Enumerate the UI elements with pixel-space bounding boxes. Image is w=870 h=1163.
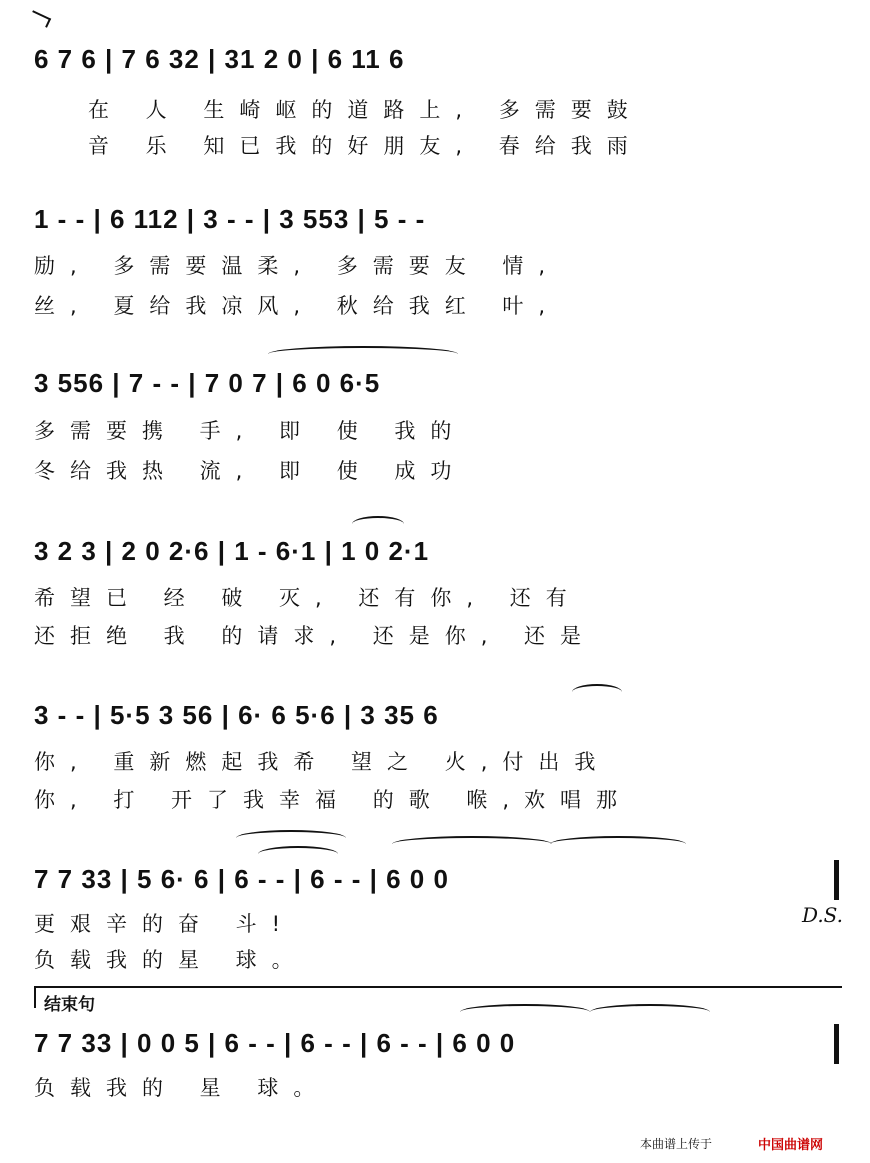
lyric-line-7: 负载我的 星 球。 (34, 1076, 330, 1100)
lyric-line-6b: 负载我的星 球。 (34, 948, 308, 972)
lyric-line-4a: 希望已 经 破 灭, 还有你, 还有 (34, 586, 582, 610)
lyric-line-2a: 励, 多需要温柔, 多需要友 情, (34, 254, 561, 278)
ending-label: 结束句 (44, 995, 95, 1015)
lyric-line-3b: 冬给我热 流, 即 使 成功 (34, 459, 467, 483)
tie-arc (268, 346, 458, 362)
notation-line-4: 3 2 3 | 2 0 2·6 | 1 - 6·1 | 1 0 2·1 (34, 536, 430, 566)
lyric-line-4b: 还拒绝 我 的请求, 还是你, 还是 (34, 624, 597, 648)
notation-line-6: 7 7 33 | 5 6· 6 | 6 - - | 6 - - | 6 0 0 (34, 864, 449, 894)
lyric-line-5a: 你, 重新燃起我希 望之 火,付出我 (34, 750, 611, 774)
notation-line-1: 6 7 6 | 7 6 32 | 31 2 0 | 6 11 6 (34, 44, 405, 74)
tie-arc (392, 836, 552, 852)
repeat-end-barline (834, 860, 839, 900)
lyric-line-1a: 在 人 生崎岖的道路上, 多需要鼓 (88, 98, 643, 122)
site-logo: 中国曲谱网 (758, 1138, 824, 1153)
ending-bracket (34, 986, 842, 1008)
ds-mark: D.S. (802, 903, 844, 927)
slur-arc (352, 516, 404, 532)
tie-arc (460, 1004, 590, 1020)
notation-line-7: 7 7 33 | 0 0 5 | 6 - - | 6 - - | 6 - - | 6 0 0 (34, 1028, 516, 1058)
lyric-line-3a: 多需要携 手, 即 使 我的 (34, 419, 467, 443)
upload-credit: 本曲谱上传于 (640, 1137, 713, 1151)
tie-arc (590, 1004, 710, 1020)
notation-line-5: 3 - - | 5·5 3 56 | 6· 6 5·6 | 3 35 6 (34, 700, 439, 730)
lyric-line-1b: 音 乐 知已我的好朋友, 春给我雨 (88, 134, 643, 158)
notation-line-2: 1 - - | 6 112 | 3 - - | 3 553 | 5 - - (34, 204, 426, 234)
breath-mark (29, 10, 51, 28)
tie-arc (550, 836, 686, 852)
lyric-line-6a: 更艰辛的奋 斗! (34, 912, 296, 936)
slur-arc (236, 830, 346, 846)
lyric-line-5b: 你, 打 开了我幸福 的歌 喉,欢唱那 (34, 788, 633, 812)
slur-arc (572, 684, 622, 700)
slur-arc (258, 846, 338, 862)
notation-line-3: 3 556 | 7 - - | 7 0 7 | 6 0 6·5 (34, 368, 381, 398)
lyric-line-2b: 丝, 夏给我凉风, 秋给我红 叶, (34, 294, 561, 318)
final-barline (834, 1024, 839, 1064)
